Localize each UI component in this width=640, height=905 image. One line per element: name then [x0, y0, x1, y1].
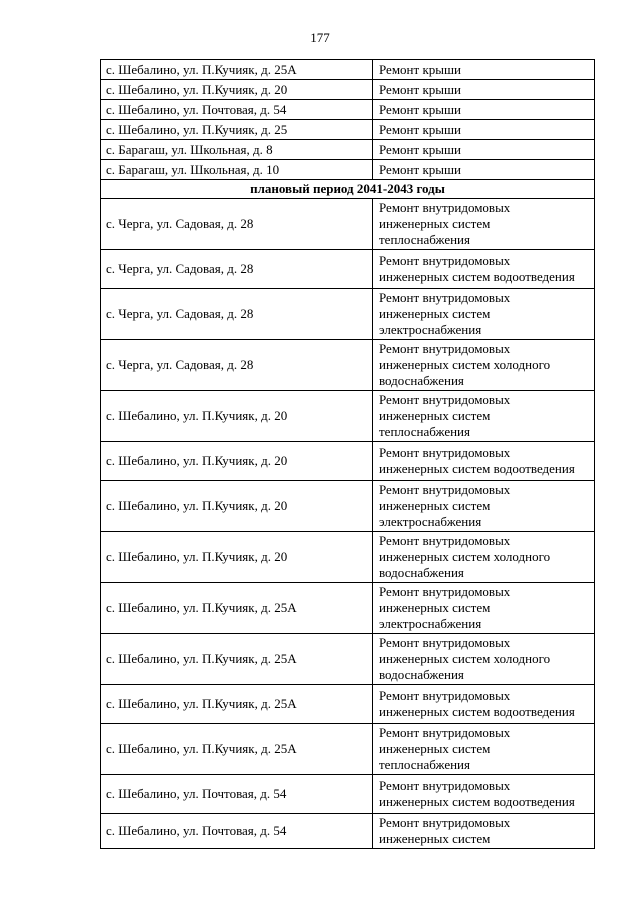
work-type-line: инженерных систем холодного	[379, 651, 551, 666]
work-type-line: Ремонт крыши	[379, 161, 461, 177]
work-type-line: теплоснабжения	[379, 232, 470, 247]
work-type-line: инженерных систем водоотведения	[379, 461, 575, 476]
work-type-line: инженерных систем	[379, 831, 491, 846]
work-type-cell	[373, 724, 595, 775]
table-row	[101, 340, 595, 391]
table-row	[101, 140, 595, 160]
work-type-cell	[373, 140, 595, 160]
work-type-line: инженерных систем	[379, 408, 491, 423]
address-cell: с. Черга, ул. Садовая, д. 28	[101, 340, 373, 391]
work-type-cell	[373, 391, 595, 442]
table-row	[101, 724, 595, 775]
address-cell: с. Черга, ул. Садовая, д. 28	[101, 289, 373, 340]
work-type-cell	[373, 442, 595, 481]
address-cell: с. Шебалино, ул. П.Кучияк, д. 20	[101, 80, 373, 100]
work-type-line: инженерных систем	[379, 741, 491, 756]
work-type-cell	[373, 120, 595, 140]
address-cell: с. Шебалино, ул. П.Кучияк, д. 20	[101, 532, 373, 583]
work-type-line: Ремонт внутридомовых	[379, 635, 511, 650]
table-row	[101, 775, 595, 814]
work-type-line: водоснабжения	[379, 373, 464, 388]
work-type-line: Ремонт внутридомовых	[379, 253, 511, 268]
table-row	[101, 634, 595, 685]
work-type-line: электроснабжения	[379, 322, 482, 337]
address-cell: с. Черга, ул. Садовая, д. 28	[101, 250, 373, 289]
page-number: 177	[310, 30, 330, 45]
section-header-row	[101, 180, 595, 199]
address-cell: с. Шебалино, ул. П.Кучияк, д. 25А	[101, 685, 373, 724]
table-row	[101, 199, 595, 250]
work-type-line: водоснабжения	[379, 667, 464, 682]
work-type-line: Ремонт внутридомовых	[379, 200, 511, 215]
address-cell: с. Шебалино, ул. П.Кучияк, д. 20	[101, 442, 373, 481]
work-type-cell	[373, 481, 595, 532]
address-cell: с. Барагаш, ул. Школьная, д. 8	[101, 140, 373, 160]
work-type-cell	[373, 60, 595, 80]
work-type-line: водоснабжения	[379, 565, 464, 580]
work-type-line: Ремонт внутридомовых	[379, 445, 511, 460]
work-type-line: Ремонт внутридомовых	[379, 778, 511, 793]
work-type-line: Ремонт внутридомовых	[379, 533, 511, 548]
work-type-cell	[373, 199, 595, 250]
work-type-line: инженерных систем водоотведения	[379, 269, 575, 284]
work-type-cell	[373, 685, 595, 724]
works-table-body	[101, 60, 595, 849]
work-type-line: Ремонт внутридомовых	[379, 482, 511, 497]
address-cell: с. Шебалино, ул. Почтовая, д. 54	[101, 814, 373, 849]
table-row	[101, 250, 595, 289]
work-type-line: инженерных систем	[379, 498, 491, 513]
work-type-line: Ремонт внутридомовых	[379, 341, 511, 356]
work-type-line: электроснабжения	[379, 514, 482, 529]
work-type-cell	[373, 100, 595, 120]
table-row	[101, 583, 595, 634]
table-row	[101, 532, 595, 583]
table-row	[101, 481, 595, 532]
address-cell: с. Шебалино, ул. П.Кучияк, д. 25А	[101, 60, 373, 80]
work-type-line: Ремонт крыши	[379, 101, 461, 117]
table-row	[101, 60, 595, 80]
work-type-line: Ремонт внутридомовых	[379, 392, 511, 407]
work-type-cell	[373, 160, 595, 180]
address-cell: с. Шебалино, ул. П.Кучияк, д. 25А	[101, 634, 373, 685]
table-row	[101, 685, 595, 724]
work-type-line: Ремонт крыши	[379, 81, 461, 97]
work-type-line: Ремонт внутридомовых	[379, 815, 511, 830]
work-type-cell	[373, 289, 595, 340]
work-type-line: Ремонт крыши	[379, 61, 461, 77]
work-type-line: Ремонт внутридомовых	[379, 584, 511, 599]
work-type-line: инженерных систем холодного	[379, 549, 551, 564]
table-row	[101, 80, 595, 100]
work-type-cell	[373, 340, 595, 391]
work-type-line: Ремонт внутридомовых	[379, 688, 511, 703]
work-type-cell	[373, 775, 595, 814]
address-cell: с. Черга, ул. Садовая, д. 28	[101, 199, 373, 250]
address-cell: с. Шебалино, ул. П.Кучияк, д. 25А	[101, 724, 373, 775]
address-cell: с. Барагаш, ул. Школьная, д. 10	[101, 160, 373, 180]
table-row	[101, 814, 595, 849]
address-cell: с. Шебалино, ул. П.Кучияк, д. 20	[101, 391, 373, 442]
work-type-line: теплоснабжения	[379, 424, 470, 439]
table-row	[101, 289, 595, 340]
work-type-line: инженерных систем водоотведения	[379, 794, 575, 809]
work-type-line: Ремонт внутридомовых	[379, 725, 511, 740]
work-type-line: инженерных систем водоотведения	[379, 704, 575, 719]
work-type-line: Ремонт крыши	[379, 121, 461, 137]
work-type-line: инженерных систем	[379, 306, 491, 321]
work-type-cell	[373, 532, 595, 583]
work-type-cell	[373, 583, 595, 634]
works-table	[100, 59, 595, 849]
work-type-cell	[373, 250, 595, 289]
table-row	[101, 100, 595, 120]
address-cell: с. Шебалино, ул. Почтовая, д. 54	[101, 100, 373, 120]
table-row	[101, 120, 595, 140]
work-type-line: инженерных систем	[379, 216, 491, 231]
work-type-line: электроснабжения	[379, 616, 482, 631]
work-type-line: Ремонт крыши	[379, 141, 461, 157]
work-type-line: Ремонт внутридомовых	[379, 290, 511, 305]
work-type-line: инженерных систем	[379, 600, 491, 615]
table-row	[101, 391, 595, 442]
work-type-line: инженерных систем холодного	[379, 357, 551, 372]
address-cell: с. Шебалино, ул. Почтовая, д. 54	[101, 775, 373, 814]
address-cell: с. Шебалино, ул. П.Кучияк, д. 25	[101, 120, 373, 140]
work-type-cell	[373, 814, 595, 849]
address-cell: с. Шебалино, ул. П.Кучияк, д. 20	[101, 481, 373, 532]
work-type-cell	[373, 80, 595, 100]
section-title: плановый период 2041-2043 годы	[101, 180, 595, 199]
address-cell: с. Шебалино, ул. П.Кучияк, д. 25А	[101, 583, 373, 634]
table-row	[101, 160, 595, 180]
work-type-cell	[373, 634, 595, 685]
table-row	[101, 442, 595, 481]
work-type-line: теплоснабжения	[379, 757, 470, 772]
